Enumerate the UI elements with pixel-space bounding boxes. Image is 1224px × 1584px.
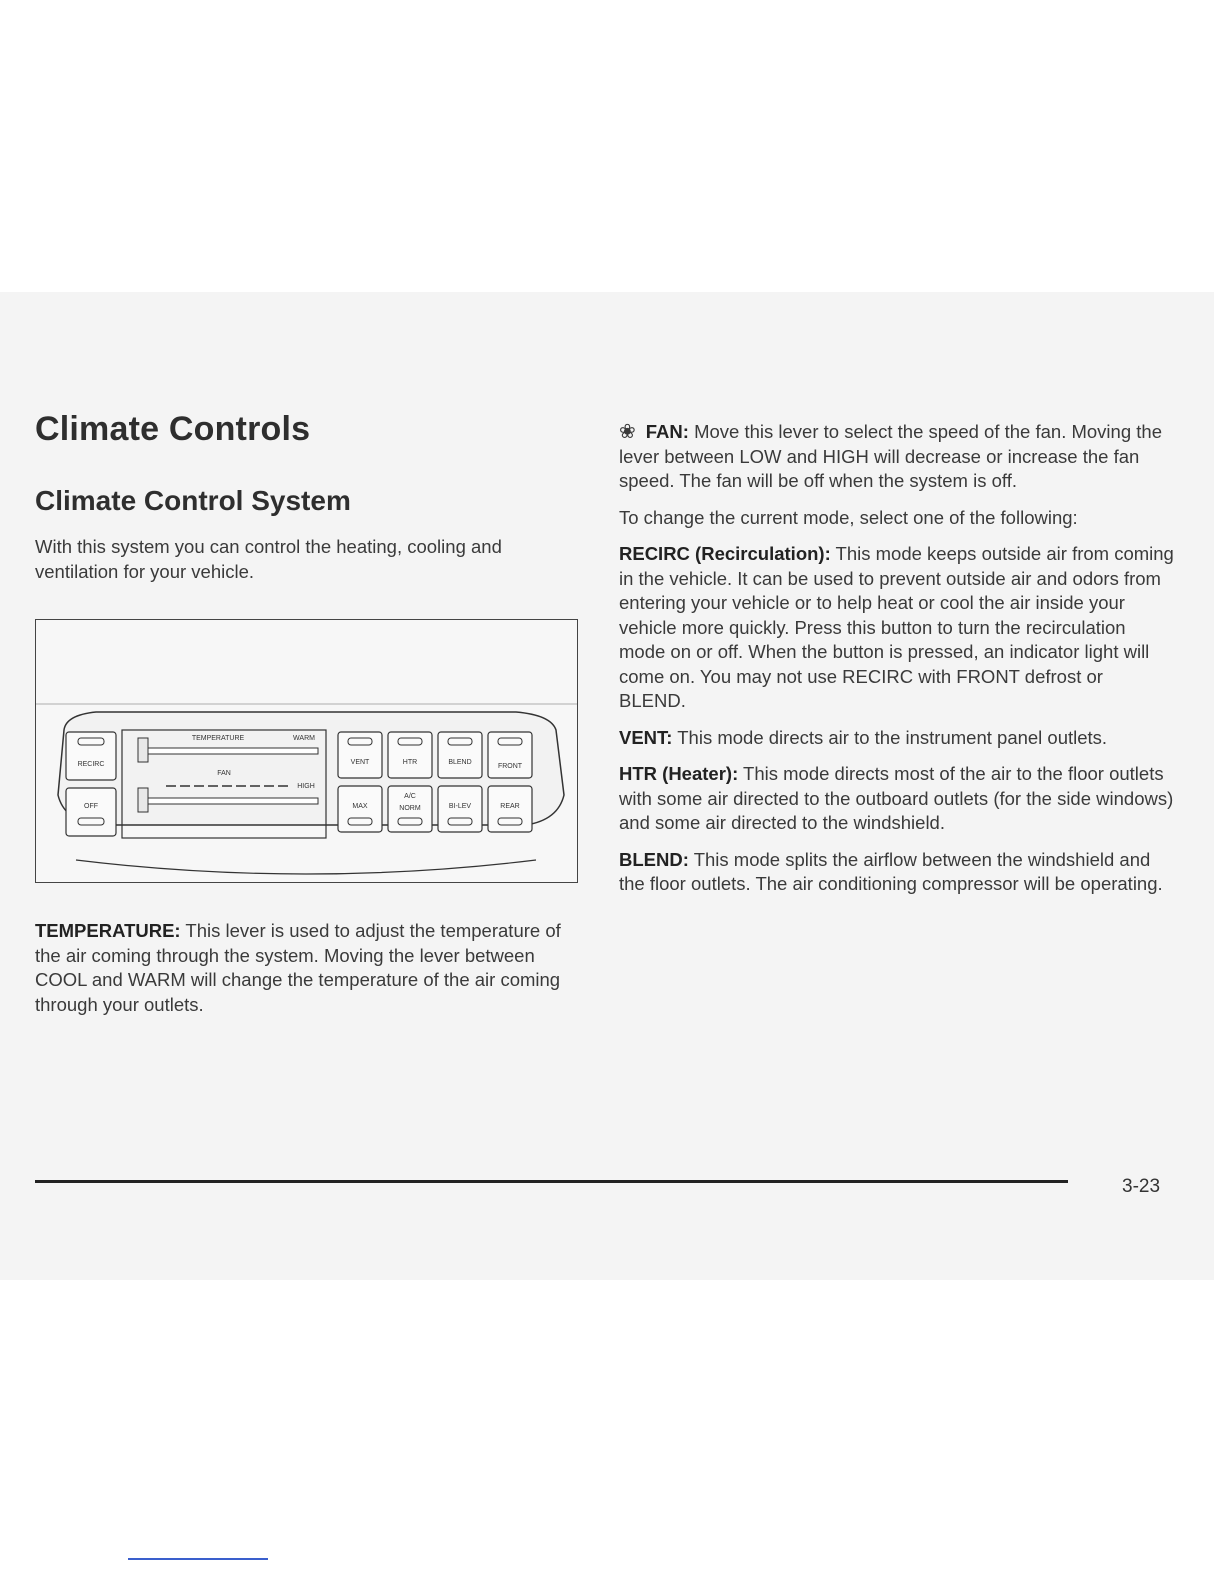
fan-paragraph bbox=[619, 420, 1174, 494]
fan-label: FAN bbox=[217, 770, 231, 777]
left-column bbox=[35, 410, 583, 1017]
front-label: FRONT bbox=[497, 763, 523, 770]
fan-lead: FAN: bbox=[645, 421, 689, 442]
recirc-label: RECIRC bbox=[77, 761, 105, 768]
blend-lead: BLEND: bbox=[619, 848, 689, 870]
page-number: 3-23 bbox=[1122, 1176, 1161, 1197]
high-label: HIGH bbox=[297, 783, 315, 790]
vent-button[interactable] bbox=[338, 732, 382, 778]
bilev-label: BI-LEV bbox=[448, 803, 472, 810]
section-title: Climate Control System bbox=[35, 485, 351, 516]
fan-text: Move this lever to select the speed of the fan. Moving the lever between LOW and HIGH will decrease or increase the fan speed. The fan will be off when the system is off. bbox=[619, 421, 1162, 491]
hyperlink-underline[interactable] bbox=[128, 1558, 268, 1560]
recirc-lead: RECIRC (Recirculation): bbox=[619, 543, 831, 564]
htr-lead: HTR (Heater): bbox=[619, 763, 739, 784]
ac-label: A/C bbox=[404, 793, 416, 800]
fan-track bbox=[148, 798, 318, 804]
intro-paragraph: With this system you can control the heating, cooling and ventilation for your vehicle. bbox=[35, 536, 502, 582]
temperature-lead: TEMPERATURE: bbox=[35, 920, 181, 941]
page-title: Climate Controls bbox=[35, 410, 311, 448]
right-column bbox=[619, 420, 1174, 897]
climate-control-panel-figure bbox=[35, 619, 578, 883]
temperature-text: This lever is used to adjust the temperature of the air coming through the system. Moving the lever between COOL and WARM will change the temperature of the air coming through your outlets. bbox=[35, 920, 561, 1015]
htr-button[interactable] bbox=[388, 732, 432, 778]
max-label: MAX bbox=[352, 803, 368, 810]
mode-intro-paragraph: To change the current mode, select one of the following: bbox=[619, 506, 1078, 528]
blend-button[interactable] bbox=[438, 732, 482, 778]
front-defrost-button[interactable] bbox=[488, 732, 532, 778]
footer-rule bbox=[35, 1180, 1068, 1183]
warm-label: WARM bbox=[293, 735, 315, 742]
off-label: OFF bbox=[84, 803, 98, 810]
fan-icon: ❀ bbox=[619, 421, 636, 443]
blend-text: This mode splits the airflow between the windshield and the floor outlets. The air conditioning compressor will be operating. bbox=[619, 848, 1163, 894]
temperature-track bbox=[148, 748, 318, 754]
htr-text: This mode directs most of the air to the floor outlets with some air directed to the outboard outlets (for the side windows) and some air directed to the windshield. bbox=[619, 763, 1174, 833]
vent-text: This mode directs air to the instrument panel outlets. bbox=[672, 726, 1108, 748]
norm-label: NORM bbox=[399, 805, 421, 812]
blend-paragraph bbox=[619, 848, 1174, 897]
vent-label: VENT bbox=[350, 759, 370, 766]
vent-lead: VENT: bbox=[619, 726, 673, 748]
temperature-paragraph bbox=[35, 919, 583, 1017]
fan-lever[interactable] bbox=[138, 788, 148, 812]
vent-paragraph bbox=[619, 726, 1174, 751]
htr-label: HTR bbox=[402, 759, 418, 766]
recirc-paragraph bbox=[619, 542, 1174, 714]
rear-label: REAR bbox=[500, 803, 520, 810]
htr-paragraph bbox=[619, 762, 1174, 836]
recirc-button[interactable] bbox=[66, 732, 116, 780]
off-button[interactable] bbox=[66, 788, 116, 836]
temperature-lever[interactable] bbox=[138, 738, 148, 762]
blend-label: BLEND bbox=[448, 759, 472, 766]
recirc-text: This mode keeps outside air from coming in the vehicle. It can be used to prevent outside air and odors from entering your vehicle or to help heat or cool the air inside your vehicle more quickly. Press this button to turn the recirculation mode on or off. When the button is pressed, an indicator light will come on. You may not use RECIRC with FRONT defrost or BLEND. bbox=[619, 543, 1174, 711]
control-panel-illustration bbox=[36, 620, 577, 882]
temperature-label: TEMPERATURE bbox=[191, 735, 245, 742]
panel-lower-edge bbox=[76, 860, 536, 874]
